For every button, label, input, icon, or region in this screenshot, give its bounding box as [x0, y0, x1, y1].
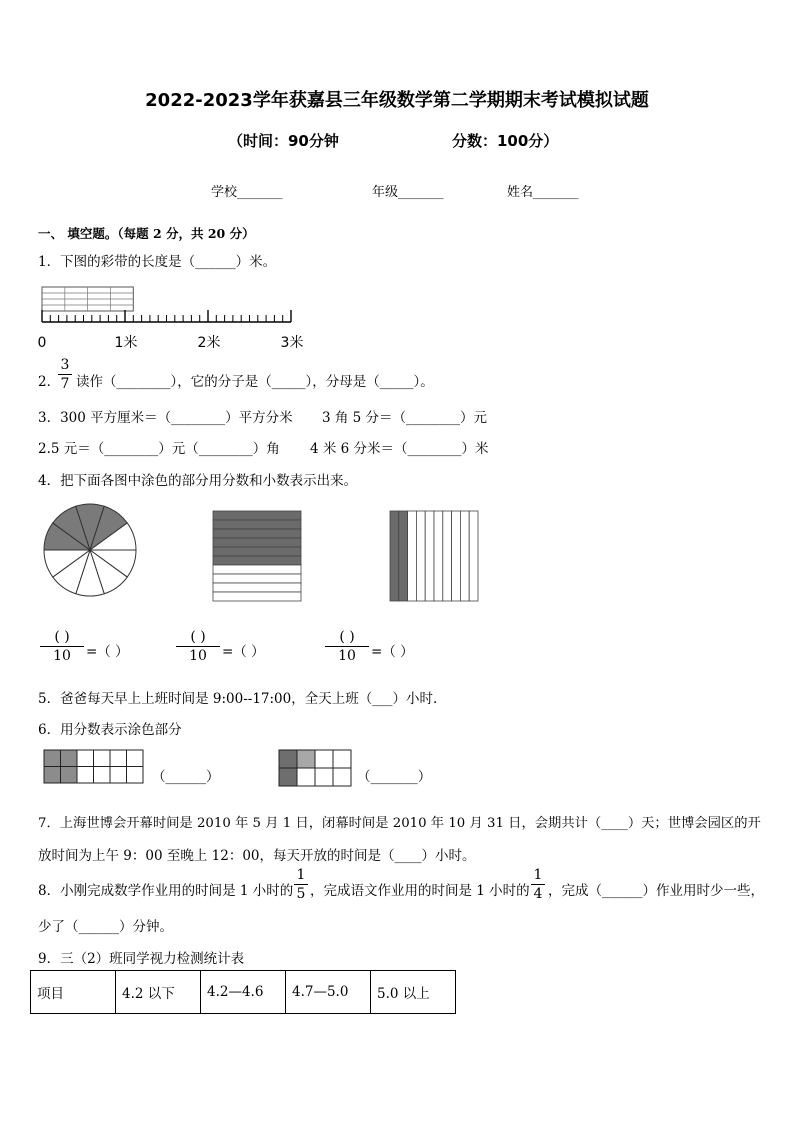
stripe-horizontal [213, 583, 301, 592]
answer-decimal-circle: =（ ） [86, 644, 129, 660]
fraction-denominator: 5 [296, 886, 306, 902]
fraction-numerator: 3 [60, 357, 70, 373]
stripe-vertical [434, 511, 443, 601]
table-header-cell: 4.2—4.6 [201, 971, 286, 1014]
grid-cell [110, 750, 127, 767]
question-8-part3: ，完成（______）作业用时少一些， [548, 883, 764, 899]
question-3-line1b: 3 角 5 分＝（________）元 [322, 410, 488, 426]
stripe-vertical [460, 511, 469, 601]
grid-cell [333, 768, 351, 786]
answer-denominator: 10 [338, 648, 356, 664]
question-6-answer-2: （_______） [357, 769, 432, 785]
answer-numerator: ( ) [190, 629, 206, 645]
shaded-vertical-stripes [389, 510, 479, 602]
question-3-line2b: 4 米 6 分米＝（________）米 [310, 441, 489, 457]
question-1: 1．下图的彩带的长度是（______）米。 [38, 254, 277, 270]
question-2: 读作（________），它的分子是（_____），分母是（_____）。 [76, 374, 434, 390]
name-field: 姓名_______ [507, 185, 579, 200]
grid-cell [315, 768, 333, 786]
grid-cell [297, 750, 315, 768]
question-8-part2: ，完成语文作业用的时间是 1 小时的 [310, 883, 530, 899]
stripe-vertical [399, 511, 408, 601]
ruler-label-3: 3米 [280, 335, 304, 351]
stripe-vertical [443, 511, 452, 601]
table-row [31, 971, 456, 1014]
shaded-horizontal-stripes [212, 510, 302, 602]
grid-cell [279, 768, 297, 786]
stripe-vertical [408, 511, 417, 601]
question-4: 4．把下面各图中涂色的部分用分数和小数表示出来。 [38, 473, 358, 489]
grid-cell [77, 767, 94, 784]
exam-score: 分数：100分） [452, 132, 559, 150]
question-5: 5．爸爸每天早上上班时间是 9:00--17:00，全天上班（___）小时. [38, 691, 438, 707]
fraction-3-7 [58, 358, 72, 391]
fraction-1-5 [294, 868, 308, 901]
stripe-horizontal [213, 565, 301, 574]
answer-denominator: 10 [53, 648, 71, 664]
exam-time: （时间：90分钟 [228, 132, 339, 150]
grid-cell [61, 767, 78, 784]
grid-cell [279, 750, 297, 768]
question-7-line1: 7．上海世博会开幕时间是 2010 年 5 月 1 日，闭幕时间是 2010 年 10 月 31 日，会期共计（____）天；世博会园区的开 [38, 816, 761, 831]
grid-cell [333, 750, 351, 768]
table-header-cell: 项目 [31, 971, 116, 1014]
grid-figure-1 [43, 749, 145, 793]
grid-cell [94, 750, 111, 767]
answer-numerator: ( ) [54, 629, 70, 645]
table-header-cell: 5.0 以上 [371, 971, 456, 1014]
fraction-1-4 [531, 868, 545, 901]
fraction-numerator: 1 [533, 867, 543, 883]
answer-denominator: 10 [189, 648, 207, 664]
question-8-part1: 8．小刚完成数学作业用的时间是 1 小时的 [38, 883, 294, 899]
grade-field: 年级_______ [372, 185, 444, 200]
stripe-horizontal [213, 511, 301, 520]
shaded-circle [42, 502, 142, 602]
ruler-label-1: 1米 [114, 335, 138, 351]
question-8-line2: 少了（______）分钟。 [38, 919, 173, 935]
grid-cell [127, 750, 144, 767]
fraction-denominator: 4 [533, 886, 543, 902]
grid-cell [61, 750, 78, 767]
ribbon-ruler [38, 282, 338, 352]
ruler-label-2: 2米 [197, 335, 221, 351]
section-heading: 一、 填空题。（每题 2 分，共 20 分） [38, 226, 255, 241]
stripe-horizontal [213, 538, 301, 547]
grid-cell [110, 767, 127, 784]
question-3-line2a: 2.5 元＝（________）元（________）角 [38, 441, 280, 457]
grid-cell [315, 750, 333, 768]
answer-fraction-circle [40, 630, 84, 663]
stripe-horizontal [213, 592, 301, 601]
answer-fraction-hstripes [176, 630, 220, 663]
stripe-vertical [452, 511, 461, 601]
grid-cell [44, 767, 61, 784]
answer-numerator: ( ) [339, 629, 355, 645]
stripe-vertical [469, 511, 478, 601]
grid-figure-2 [278, 749, 352, 793]
stripe-horizontal [213, 556, 301, 565]
stripe-horizontal [213, 574, 301, 583]
question-7-line2: 放时间为上午 9：00 至晚上 12：00，每天开放的时间是（____）小时。 [38, 848, 476, 864]
grid-cell [77, 750, 94, 767]
grid-cell [297, 768, 315, 786]
table-header-cell: 4.7—5.0 [286, 971, 371, 1014]
question-2-number: 2． [38, 374, 61, 390]
fraction-numerator: 1 [296, 867, 306, 883]
stripe-vertical [416, 511, 425, 601]
stripe-vertical [425, 511, 434, 601]
question-9: 9．三（2）班同学视力检测统计表 [38, 951, 245, 967]
table-header-cell: 4.2 以下 [116, 971, 201, 1014]
stripe-vertical [390, 511, 399, 601]
school-field: 学校_______ [211, 185, 283, 200]
grid-cell [127, 767, 144, 784]
fraction-denominator: 7 [60, 376, 70, 392]
stripe-horizontal [213, 529, 301, 538]
grid-cell [94, 767, 111, 784]
grid-cell [44, 750, 61, 767]
stripe-horizontal [213, 547, 301, 556]
stripe-horizontal [213, 520, 301, 529]
vision-table [30, 970, 456, 1014]
page-title: 2022-2023学年获嘉县三年级数学第二学期期末考试模拟试题 [145, 90, 649, 111]
answer-fraction-vstripes [325, 630, 369, 663]
ruler-label-0: 0 [37, 335, 47, 351]
question-3-line1a: 3．300 平方厘米＝（________）平方分米 [38, 410, 293, 426]
answer-decimal-vstripes: =（ ） [371, 644, 414, 660]
answer-decimal-hstripes: =（ ） [222, 644, 265, 660]
question-6-answer-1: （______） [152, 769, 220, 785]
question-6: 6．用分数表示涂色部分 [38, 722, 182, 738]
